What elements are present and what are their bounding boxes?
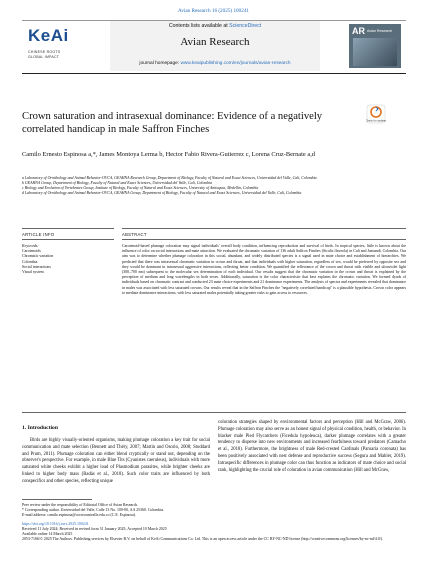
footnote-divider [22,499,92,500]
journal-citation[interactable]: Avian Research 16 (2025) 100241 [177,8,250,14]
keywords-label: Keywords: [22,244,39,248]
check-for-updates-icon[interactable] [366,104,386,124]
footnote: E-mail address: camilo.espinosa@correounivalle.edu.co (C.E. Espinosa). [22,513,137,517]
contents-line: Contents lists available at ScienceDirect [168,23,262,29]
footnote: Peer review under the responsibility of Editorial Office of Avian Research. [22,503,139,507]
keyword: Carotenoids [22,249,41,254]
body-column-right: coloration strategies shaped by environmental factors and perception (Hill and McGraw, 2006). Plumage coloration may also serve as an honest signal of physical condition, health, or behavior. In blacker male Pied Flycatchers (Ficedula hypoleuca), darker plumage correlates with a greater tendency to disperse into new environments and increased fearfulness toward predators (Camacho et al., 2018). Furthermore, the brightness of male Red-crested Cardinals (Paroaria coronata) has been positively associated with nest defense and reproductive success (Segura and Mahler, 2019). Intraspecific differences in plumage color can thus function as indicators of mate choice and social rank, highlighting the crucial role of coloration in avian communication (Hill and McGraw, [218,420,406,473]
doi-link[interactable]: https://doi.org/10.1016/j.avrs.2025.100241 [22,522,89,526]
keai-logo-text: KeAi [28,26,69,45]
divider [122,239,406,240]
keyword: Social interactions [22,264,51,269]
affiliations [22,176,406,196]
footnotes [22,503,406,542]
divider [22,412,406,413]
keywords-block [22,244,122,275]
body-column-left: Birds are highly visually-oriented organisms, making plumage coloration a key trait for social communication and mate selection (Bennett and Théry, 2007; Martin and Osorio, 2008; Stoddard and Prum, 2011). Plumage coloration can either blend cryptically or stand out, depending on the observer's perspective. For example, in male Blue Tits (Cyanistes caeruleus), individuals with more saturated white cheeks exhibit a higher load of Plasmodium parasites, while brighter cheeks are linked to higher body mass (Badás et al., 2018). Such color traits are influenced by both conspecifics and other species, reflecting unique [22,438,210,484]
divider [22,239,114,240]
keyword: Chromatic variation [22,254,54,259]
article-info-heading: ARTICLE INFO [22,232,55,237]
section-heading-introduction: 1. Introduction [22,425,58,431]
footnote: * Corresponding author. Universidad del Valle, Calle 13 No. 100-00, AA 25360. Colombia. [22,508,165,512]
keyword: Visual system [22,270,44,275]
journal-header [110,21,320,71]
affiliation: c Biology and Evolution of Vertebrates Group, Institute of Biology, Faculty of Natural and Exact Sciences, University of Antioquia, Medellín, Colombia [22,186,259,190]
divider [122,228,406,229]
affiliation: d Laboratory of Ornithology and Animal Behavior-OVCA, GEAHNA Group, Department of Biology, Faculty of Natural and Exact Sciences, Universidad del Valle, Cali, Colombia [22,191,302,195]
homepage-link[interactable]: www.keaipublishing.com/en/journals/avian-research [180,61,291,66]
footnote: Available online 14 March 2025 [22,532,73,536]
svg-text:Check for updates: Check for updates [366,119,386,123]
journal-name: Avian Research [180,36,250,48]
journal-homepage: journal homepage: www.keaipublishing.com/en/journals/avian-research [139,61,291,66]
footnote: Received 11 July 2024; Received in revised form 31 January 2025; Accepted 10 March 2025 [22,527,167,531]
cover-bird-photo [353,38,397,66]
sciencedirect-link[interactable]: ScienceDirect [229,23,262,29]
article-title: Crown saturation and intrasexual dominance: Evidence of a negatively correlated handicap in male Saffron Finches [22,111,323,135]
keai-logo [22,26,84,68]
license-note: 2053-7166/© 2025 The Authors. Publishing services by Elsevier B.V. on behalf of KeAi Communications Co. Ltd. This is an open access article under the CC BY-NC-ND license (http://creativecommons.org/licenses/by-nc-nd/4.0/). [22,537,384,541]
cover-title: Avian Research [367,29,393,33]
affiliation: b GEAHNA Group, Department of Biology, Faculty of Natural and Exact Sciences, Universidad del Valle, Cali, Colombia [22,181,213,185]
keai-logo-tagline: CHINESE ROOTS GLOBAL IMPACT [28,50,61,59]
affiliation: a Laboratory of Ornithology and Animal Behavior-OVCA, GEAHNA Research Group, Department of Biology, Faculty of Natural and Exact Sciences, Universidad del Valle, Cali, Colombia [22,176,317,180]
abstract-text: Carotenoid-based plumage coloration may signal individuals' overall body condition, influencing reproduction and survival of birds. In tropical species, little is known about the influence of color on social interactions and mate attraction. We evaluated the chromatic variation of 136 adult Saffron Finches (Sicalis flaveola) in Cali and Jamundí, Colombia. Our aim was to determine whether plumage coloration in this social, abundant, and widely distributed species is a signal used in mate choice and establishment of hierarchies. We predicted that there was intrasexual chromatic variation in crown and throat, and that individuals with higher saturation, regardless of sex, would be preferred by opposite sex and they would be dominant in intrasexual aggressive interactions, reflecting better condition. We quantified the reflectance of the crown and throat with visible and ultraviolet light (300–700 nm) subsequent to the molecular sex determination of each individual. Our results suggest that the chromatic variation in the crown and throat is explained by the perception of medium and long wavelengths in both sexes. Additionally, saturation is the color characteristic that best explains the chromatic variation. We formed dyads of individuals based on chromatic contrast and conducted 23 mate choice experiments and 21 dominance experiments. The analysis of spectra and experiments revealed that dominance in males was associated with less saturated crowns. Our results reveal that in the Saffron Finches the "negatively correlated handicap" is a plausible hypothesis. Crown color appears to mediate dominance interactions, with less saturated males potentially taking greater risks to gain access to resources. [122,244,406,295]
journal-cover-image [349,24,401,68]
cover-logo: AR [352,26,365,36]
divider [22,228,114,229]
author-list: Camilo Ernesto Espinosa a,*, James Montoya Lerma b, Hector Fabio Rivera-Gutierrez c, Lorena Cruz-Bernate a,d [22,151,315,158]
abstract-heading: ABSTRACT [122,232,147,237]
keyword: Colombia [22,259,38,264]
